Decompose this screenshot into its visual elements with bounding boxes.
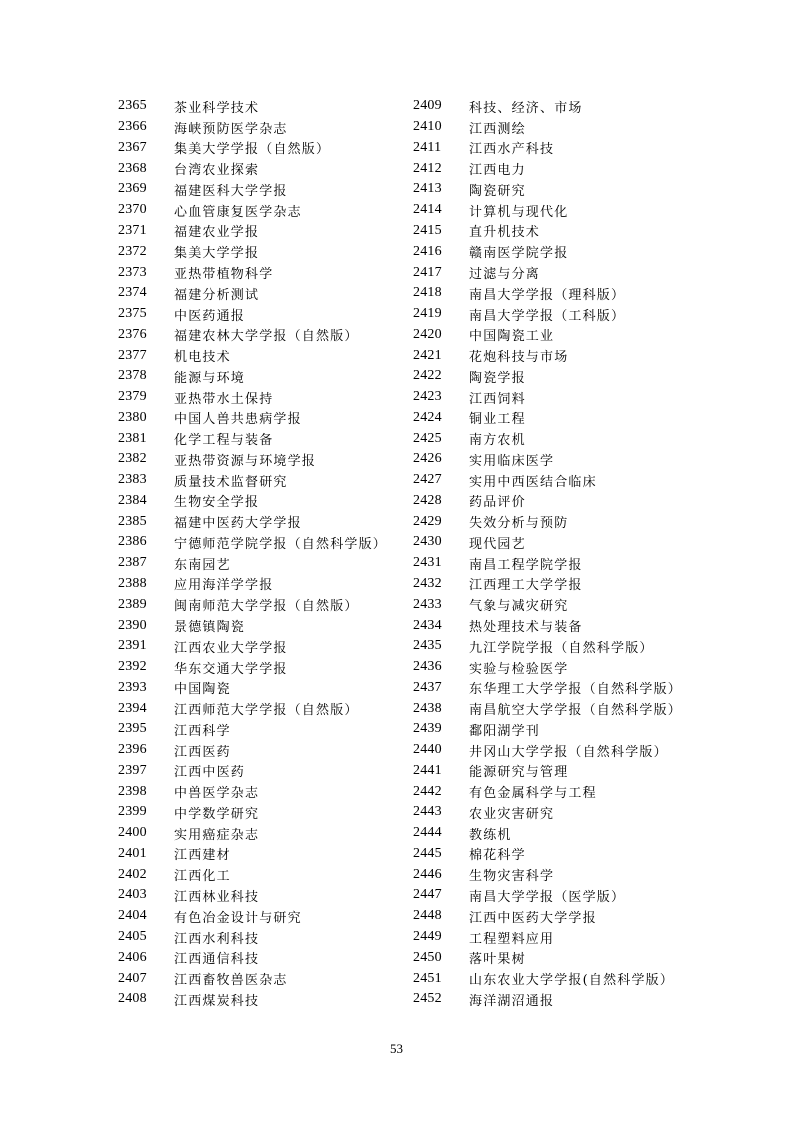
journal-entry <box>118 428 387 449</box>
entry-number: 2382 <box>118 451 147 467</box>
journal-entry <box>118 989 387 1010</box>
journal-entry <box>118 802 387 823</box>
journal-title: 九江学院学报（自然科学版） <box>469 640 654 656</box>
right-column <box>413 96 682 1010</box>
journal-title: 应用海洋学学报 <box>174 578 274 594</box>
journal-title: 机电技术 <box>174 350 231 366</box>
journal-entry <box>118 761 387 782</box>
journal-title: 江西畜牧兽医杂志 <box>174 973 288 989</box>
journal-entry <box>118 304 387 325</box>
journal-title: 能源与环境 <box>174 370 246 386</box>
journal-entry <box>413 657 682 678</box>
journal-entry <box>118 491 387 512</box>
journal-entry <box>413 283 682 304</box>
entry-number: 2429 <box>413 513 442 529</box>
journal-entry <box>118 553 387 574</box>
journal-entry <box>413 698 682 719</box>
entry-number: 2388 <box>118 575 147 591</box>
journal-entry <box>413 553 682 574</box>
journal-title: 集美大学学报 <box>174 246 260 262</box>
entry-number: 2438 <box>413 700 442 716</box>
entry-number: 2377 <box>118 347 147 363</box>
journal-title: 江西建材 <box>174 848 231 864</box>
entry-number: 2428 <box>413 492 442 508</box>
journal-entry <box>118 511 387 532</box>
journal-entry <box>118 283 387 304</box>
entry-number: 2405 <box>118 929 147 944</box>
journal-title: 铜业工程 <box>469 412 526 428</box>
entry-number: 2441 <box>413 762 442 778</box>
entry-number: 2369 <box>118 181 147 197</box>
journal-entry <box>413 345 682 366</box>
journal-title: 东南园艺 <box>174 557 231 573</box>
entry-number: 2383 <box>118 472 147 488</box>
entry-number: 2444 <box>413 825 442 841</box>
entry-number: 2426 <box>413 451 442 467</box>
journal-entry <box>118 117 387 138</box>
journal-entry <box>413 491 682 512</box>
entry-number: 2433 <box>413 596 442 612</box>
journal-title: 中兽医学杂志 <box>174 786 260 802</box>
journal-entry <box>413 906 682 927</box>
entry-number: 2395 <box>118 721 147 737</box>
journal-title: 教练机 <box>469 827 512 843</box>
journal-entry <box>413 200 682 221</box>
entry-number: 2442 <box>413 783 442 799</box>
journal-title: 江西农业大学学报 <box>174 640 288 656</box>
journal-entry <box>118 221 387 242</box>
entry-number: 2399 <box>118 804 147 820</box>
journal-entry <box>413 179 682 200</box>
journal-entry <box>413 885 682 906</box>
journal-entry <box>413 366 682 387</box>
journal-title: 实用中西医结合临床 <box>469 474 597 490</box>
journal-title: 中国陶瓷 <box>174 682 231 698</box>
entry-number: 2387 <box>118 555 147 571</box>
journal-title: 南昌航空大学学报（自然科学版） <box>469 703 683 719</box>
entry-number: 2437 <box>413 679 442 695</box>
journal-entry <box>413 387 682 408</box>
journal-title: 华东交通大学学报 <box>174 661 288 677</box>
journal-title: 实用癌症杂志 <box>174 827 260 843</box>
journal-entry <box>118 636 387 657</box>
journal-title: 亚热带植物科学 <box>174 267 274 282</box>
entry-number: 2375 <box>118 306 147 322</box>
entry-number: 2425 <box>413 430 442 446</box>
journal-title: 江西中医药 <box>174 765 246 781</box>
entry-number: 2418 <box>413 285 442 301</box>
journal-title: 热处理技术与装备 <box>469 620 583 636</box>
journal-entry <box>118 864 387 885</box>
journal-entry <box>118 698 387 719</box>
entry-number: 2401 <box>118 845 147 861</box>
entry-number: 2416 <box>413 243 442 259</box>
journal-entry <box>413 719 682 740</box>
entry-number: 2439 <box>413 721 442 737</box>
entry-number: 2381 <box>118 430 147 446</box>
journal-title: 工程塑料应用 <box>469 931 555 947</box>
journal-entry <box>118 366 387 387</box>
journal-entry <box>413 138 682 159</box>
journal-entry <box>118 407 387 428</box>
journal-title: 福建农林大学学报（自然版） <box>174 329 359 345</box>
journal-title: 江西化工 <box>174 869 231 885</box>
journal-entry <box>413 989 682 1010</box>
entry-number: 2419 <box>413 306 442 322</box>
journal-entry <box>413 96 682 117</box>
journal-entry <box>118 823 387 844</box>
journal-entry <box>413 844 682 865</box>
journal-entry <box>118 532 387 553</box>
journal-entry <box>118 657 387 678</box>
journal-title: 茶业科学技术 <box>174 100 260 116</box>
journal-title: 福建分析测试 <box>174 287 260 303</box>
journal-title: 化学工程与装备 <box>174 433 274 449</box>
journal-entry <box>118 470 387 491</box>
entry-number: 2445 <box>413 845 442 861</box>
entry-number: 2403 <box>118 887 147 903</box>
journal-entry <box>118 387 387 408</box>
journal-title: 江西林业科技 <box>174 889 260 905</box>
entry-number: 2394 <box>118 700 147 716</box>
journal-entry <box>118 324 387 345</box>
entry-number: 2378 <box>118 368 147 384</box>
journal-title: 农业灾害研究 <box>469 806 555 822</box>
journal-title: 闽南师范大学学报（自然版） <box>174 599 359 615</box>
entry-number: 2440 <box>413 742 442 758</box>
entry-number: 2417 <box>413 264 442 280</box>
journal-title: 质量技术监督研究 <box>174 474 288 490</box>
journal-title: 海峡预防医学杂志 <box>174 121 288 137</box>
journal-title: 中国人兽共患病学报 <box>174 412 302 428</box>
entry-number: 2413 <box>413 181 442 197</box>
journal-entry <box>118 574 387 595</box>
journal-title: 福建中医药大学学报 <box>174 516 302 532</box>
journal-title: 亚热带资源与环境学报 <box>174 453 317 469</box>
journal-title: 集美大学学报（自然版） <box>174 142 331 158</box>
journal-title: 直升机技术 <box>469 225 541 241</box>
entry-number: 2451 <box>413 970 442 986</box>
journal-title: 江西科学 <box>174 723 231 739</box>
journal-entry <box>413 574 682 595</box>
entry-number: 2435 <box>413 638 442 654</box>
entry-number: 2386 <box>118 534 147 550</box>
journal-title: 江西水利科技 <box>174 931 260 947</box>
journal-title: 陶瓷学报 <box>469 370 526 386</box>
entry-number: 2385 <box>118 513 147 529</box>
entry-number: 2368 <box>118 160 147 176</box>
journal-entry <box>413 823 682 844</box>
journal-title: 能源研究与管理 <box>469 765 569 781</box>
entry-number: 2409 <box>413 98 442 114</box>
journal-entry <box>118 968 387 989</box>
entry-number: 2415 <box>413 222 442 238</box>
journal-entry <box>413 740 682 761</box>
journal-entry <box>118 947 387 968</box>
journal-title: 赣南医学院学报 <box>469 246 569 262</box>
journal-title: 江西电力 <box>469 163 526 179</box>
entry-number: 2412 <box>413 160 442 176</box>
journal-title: 计算机与现代化 <box>469 204 569 220</box>
entry-number: 2436 <box>413 659 442 675</box>
journal-title: 有色冶金设计与研究 <box>174 910 302 926</box>
journal-entry <box>413 449 682 470</box>
journal-entry <box>413 761 682 782</box>
entry-number: 2421 <box>413 347 442 363</box>
journal-entry <box>413 304 682 325</box>
entry-number: 2427 <box>413 472 442 488</box>
entry-number: 2365 <box>118 98 147 114</box>
journal-entry <box>118 594 387 615</box>
journal-entry <box>413 511 682 532</box>
journal-entry <box>413 262 682 283</box>
journal-entry <box>413 428 682 449</box>
left-column <box>118 96 387 1010</box>
journal-entry <box>118 844 387 865</box>
journal-title: 江西煤炭科技 <box>174 993 260 1009</box>
journal-entry <box>413 324 682 345</box>
journal-entry <box>413 802 682 823</box>
journal-title: 江西理工大学学报 <box>469 578 583 594</box>
journal-title: 江西师范大学学报（自然版） <box>174 703 359 719</box>
journal-title: 气象与减灾研究 <box>469 599 569 615</box>
journal-entry <box>118 740 387 761</box>
journal-title: 南方农机 <box>469 433 526 449</box>
journal-title: 南昌大学学报（医学版） <box>469 889 626 905</box>
entry-number: 2379 <box>118 389 147 405</box>
journal-title: 海洋湖沼通报 <box>469 993 555 1009</box>
journal-title: 景德镇陶瓷 <box>174 620 246 636</box>
journal-entry <box>413 947 682 968</box>
journal-title: 生物灾害科学 <box>469 869 555 885</box>
entry-number: 2404 <box>118 908 147 924</box>
entry-number: 2407 <box>118 970 147 986</box>
journal-entry <box>413 470 682 491</box>
entry-number: 2373 <box>118 264 147 280</box>
entry-number: 2420 <box>413 326 442 342</box>
journal-title: 南昌大学学报（工科版） <box>469 308 626 324</box>
entry-number: 2384 <box>118 492 147 508</box>
journal-title: 福建医科大学学报 <box>174 183 288 199</box>
journal-title: 江西水产科技 <box>469 142 555 158</box>
entry-number: 2393 <box>118 679 147 695</box>
journal-entry <box>118 449 387 470</box>
journal-title: 药品评价 <box>469 495 526 511</box>
entry-number: 2366 <box>118 119 147 135</box>
journal-title: 江西通信科技 <box>174 952 260 968</box>
journal-title: 南昌工程学院学报 <box>469 557 583 573</box>
entry-number: 2391 <box>118 638 147 654</box>
entry-number: 2449 <box>413 929 442 944</box>
entry-number: 2423 <box>413 389 442 405</box>
journal-title: 花炮科技与市场 <box>469 350 569 366</box>
journal-entry <box>118 906 387 927</box>
journal-entry <box>413 221 682 242</box>
journal-title: 东华理工大学学报（自然科学版） <box>469 682 683 698</box>
entry-number: 2452 <box>413 991 442 1007</box>
entry-number: 2371 <box>118 222 147 238</box>
journal-title: 中国陶瓷工业 <box>469 329 555 345</box>
journal-entry <box>118 241 387 262</box>
journal-entry <box>413 927 682 948</box>
journal-entry <box>118 615 387 636</box>
journal-entry <box>413 407 682 428</box>
journal-title: 有色金属科学与工程 <box>469 786 597 802</box>
journal-entry <box>413 532 682 553</box>
entry-number: 2408 <box>118 991 147 1007</box>
entry-number: 2447 <box>413 887 442 903</box>
journal-title: 鄱阳湖学刊 <box>469 723 541 739</box>
journal-entry <box>413 594 682 615</box>
journal-title: 失效分析与预防 <box>469 516 569 532</box>
journal-title: 中学数学研究 <box>174 806 260 822</box>
journal-entry <box>118 677 387 698</box>
journal-entry <box>413 158 682 179</box>
journal-entry <box>118 158 387 179</box>
journal-title: 中医药通报 <box>174 308 246 324</box>
entry-number: 2400 <box>118 825 147 841</box>
entry-number: 2402 <box>118 866 147 882</box>
journal-title: 亚热带水土保持 <box>174 391 274 407</box>
journal-title: 宁德师范学院学报（自然科学版） <box>174 536 388 552</box>
entry-number: 2370 <box>118 202 147 218</box>
journal-title: 南昌大学学报（理科版） <box>469 287 626 303</box>
journal-title: 山东农业大学学报(自然科学版） <box>469 973 675 989</box>
entry-number: 2367 <box>118 139 147 155</box>
journal-entry <box>118 262 387 283</box>
journal-title: 落叶果树 <box>469 952 526 968</box>
journal-title: 井冈山大学学报（自然科学版） <box>469 744 668 760</box>
journal-title: 实验与检验医学 <box>469 661 569 677</box>
entry-number: 2372 <box>118 243 147 259</box>
entry-number: 2443 <box>413 804 442 820</box>
entry-number: 2432 <box>413 575 442 591</box>
journal-title: 江西饲料 <box>469 391 526 407</box>
entry-number: 2398 <box>118 783 147 799</box>
journal-title: 陶瓷研究 <box>469 183 526 199</box>
journal-title: 现代园艺 <box>469 536 526 552</box>
journal-title: 江西测绘 <box>469 121 526 137</box>
journal-entry <box>118 927 387 948</box>
journal-entry <box>118 200 387 221</box>
journal-entry <box>413 636 682 657</box>
entry-number: 2450 <box>413 949 442 965</box>
journal-entry <box>413 241 682 262</box>
journal-entry <box>118 138 387 159</box>
entry-number: 2414 <box>413 202 442 218</box>
entry-number: 2434 <box>413 617 442 633</box>
journal-title: 江西中医药大学学报 <box>469 910 597 926</box>
journal-title: 江西医药 <box>174 744 231 760</box>
journal-entry <box>413 968 682 989</box>
journal-title: 福建农业学报 <box>174 225 260 241</box>
entry-number: 2424 <box>413 409 442 425</box>
entry-number: 2376 <box>118 326 147 342</box>
journal-title: 台湾农业探索 <box>174 163 260 179</box>
journal-title: 实用临床医学 <box>469 453 555 469</box>
journal-entry <box>118 719 387 740</box>
journal-entry <box>413 677 682 698</box>
entry-number: 2390 <box>118 617 147 633</box>
entry-number: 2406 <box>118 949 147 965</box>
journal-title: 生物安全学报 <box>174 495 260 511</box>
journal-entry <box>118 345 387 366</box>
journal-entry <box>413 781 682 802</box>
entry-number: 2431 <box>413 555 442 571</box>
journal-entry <box>118 96 387 117</box>
entry-number: 2430 <box>413 534 442 550</box>
entry-number: 2411 <box>413 139 442 155</box>
journal-title: 心血管康复医学杂志 <box>174 204 302 220</box>
entry-number: 2389 <box>118 596 147 612</box>
journal-entry <box>413 864 682 885</box>
entry-number: 2392 <box>118 659 147 675</box>
entry-number: 2374 <box>118 285 147 301</box>
entry-number: 2422 <box>413 368 442 384</box>
journal-title: 科技、经济、市场 <box>469 100 583 116</box>
page-number: 53 <box>390 1041 403 1056</box>
journal-entry <box>118 885 387 906</box>
journal-entry <box>118 179 387 200</box>
entry-number: 2446 <box>413 866 442 882</box>
journal-entry <box>413 615 682 636</box>
entry-number: 2410 <box>413 119 442 135</box>
entry-number: 2396 <box>118 742 147 758</box>
entry-number: 2397 <box>118 762 147 778</box>
entry-number: 2448 <box>413 908 442 924</box>
journal-entry <box>118 781 387 802</box>
entry-number: 2380 <box>118 409 147 425</box>
journal-title: 过滤与分离 <box>469 267 541 282</box>
journal-entry <box>413 117 682 138</box>
journal-title: 棉花科学 <box>469 848 526 864</box>
